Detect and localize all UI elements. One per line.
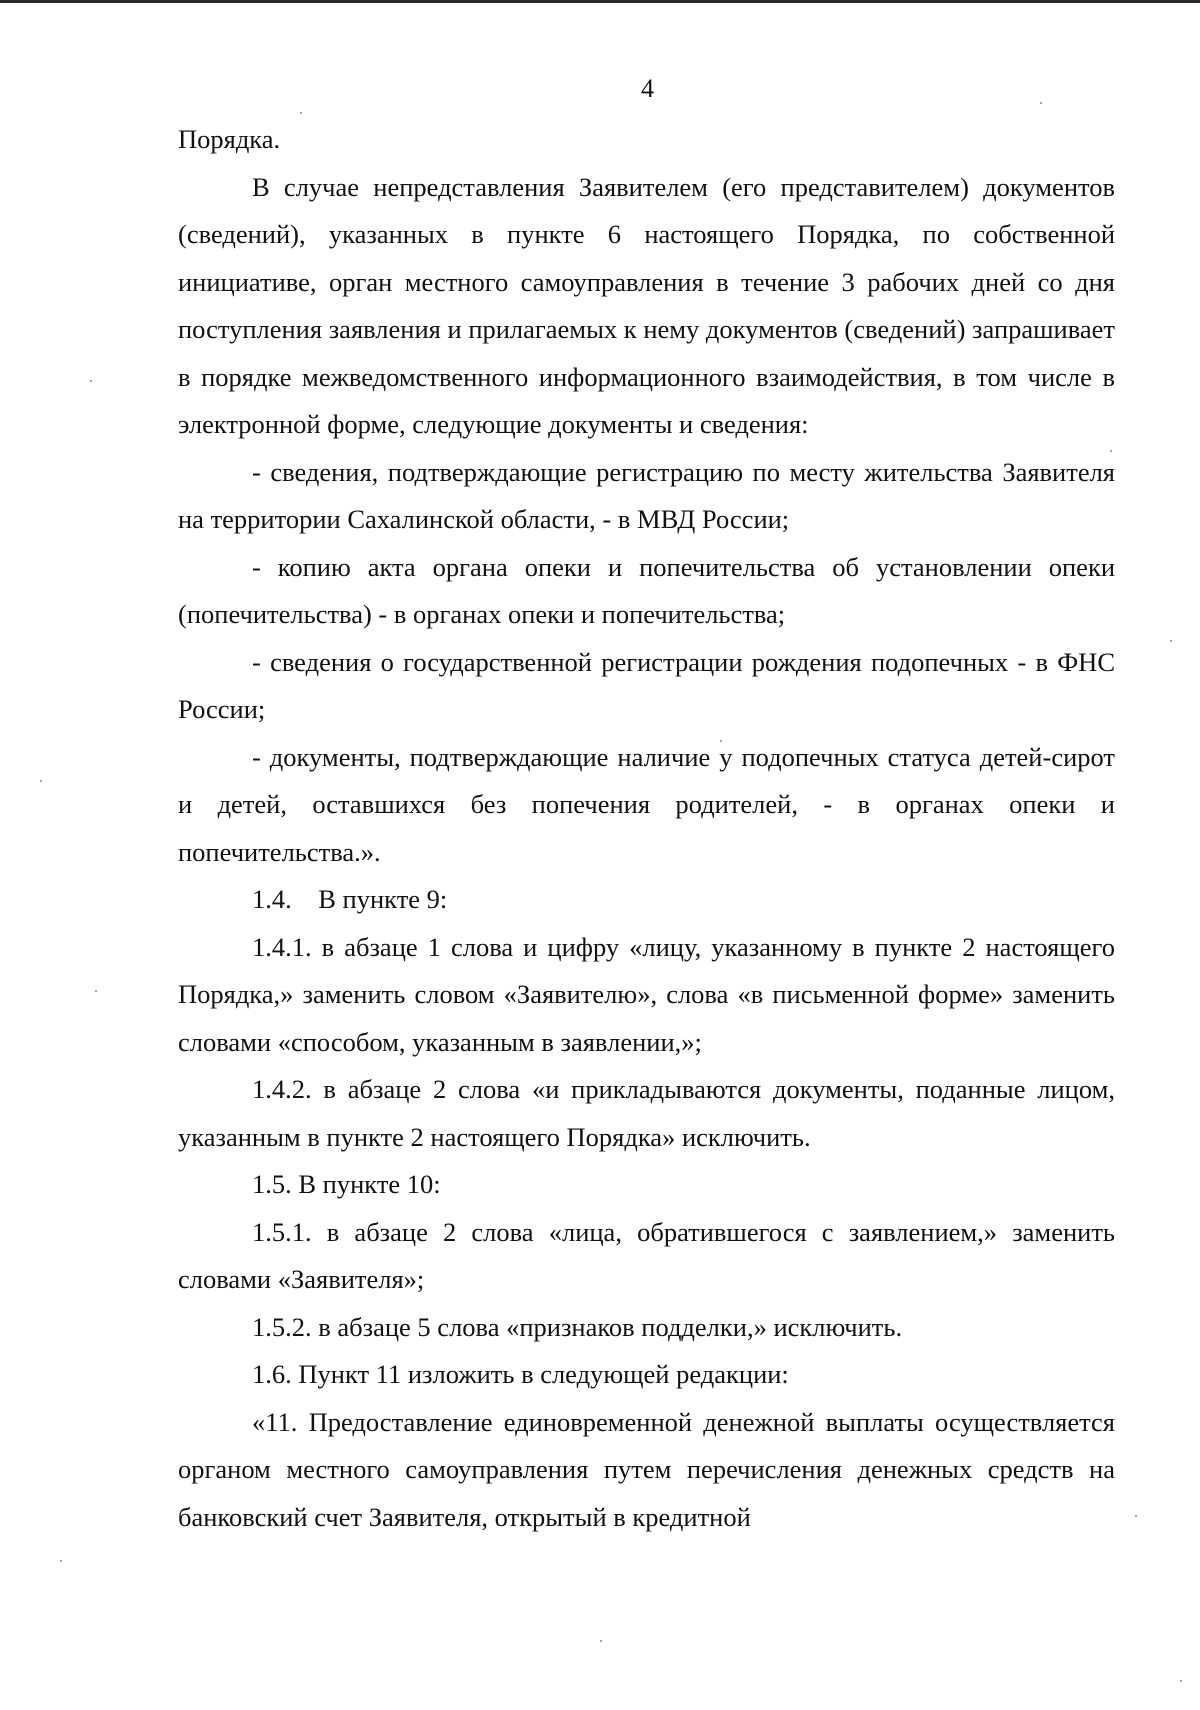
clause-1-5-2: 1.5.2. в абзаце 5 слова «признаков подделки,» исключить. [252,1311,903,1342]
list-item-birth-registration: - сведения о государственной регистрации рождения подопечных - в ФНС России; [178,646,1115,724]
page-number: 4 [641,74,654,103]
scan-speck [90,380,92,382]
clause-1-4: 1.4. В пункте 9: [252,884,448,914]
list-item-guardianship-act: - копию акта органа опеки и попечительства об установлении опеки (попечительства) - в органах опеки и попечительства; [178,551,1115,629]
scan-top-edge [0,0,1200,3]
paragraph-missing-documents: В случае непредставления Заявителем (его представителем) документов (сведений), указанных в пункте 6 настоящего Порядка, по собственной инициативе, орган местного самоуправления в течение 3 рабочих дней со дня поступления заявления и прилагаемых к нему документов (сведений) запрашивает в порядке межведомственного информационного взаимодействия, в том числе в электронной форме, следующие документы и сведения: [178,171,1115,439]
scan-speck [300,112,302,114]
scan-speck [1170,640,1172,642]
clause-11-text: «11. Предоставление единовременной денежной выплаты осуществляется органом местного самоуправления путем перечисления денежных средств на банковский счет Заявителя, открытый в кредитной [178,1406,1115,1532]
list-item-orphan-status: - документы, подтверждающие наличие у подопечных статуса детей-сирот и детей, оставшихся без попечения родителей, - в органах опеки и попечительства.». [178,741,1115,867]
scan-speck [1040,102,1042,104]
scan-speck [1135,1515,1137,1517]
scan-speck [60,1560,62,1562]
scan-speck [95,990,97,992]
paragraph-continuation: Порядка. [178,124,281,154]
list-item-registration: - сведения, подтверждающие регистрацию по месту жительства Заявителя на территории Сахалинской области, - в МВД России; [178,456,1115,534]
clause-1-4-2: 1.4.2. в абзаце 2 слова «и прикладываются документы, поданные лицом, указанным в пункте 2 настоящего Порядка» исключить. [178,1074,1115,1152]
scan-speck [40,780,42,782]
clause-1-5-1: 1.5.1. в абзаце 2 слова «лица, обратившегося с заявлением,» заменить словами «Заявителя»; [178,1216,1115,1294]
clause-1-6: 1.6. Пункт 11 изложить в следующей редакции: [252,1359,789,1389]
scan-speck [600,1640,602,1642]
scan-speck [1180,1680,1182,1682]
scan-speck [720,740,722,742]
clause-1-5: 1.5. В пункте 10: [252,1169,441,1199]
clause-1-4-1: 1.4.1. в абзаце 1 слова и цифру «лицу, указанному в пункте 2 настоящего Порядка,» заменить словом «Заявителю», слова «в письменной форме» заменить словами «способом, указанным в заявлении,»; [178,931,1115,1057]
document-body [178,116,1115,1541]
scan-speck [1110,450,1112,452]
